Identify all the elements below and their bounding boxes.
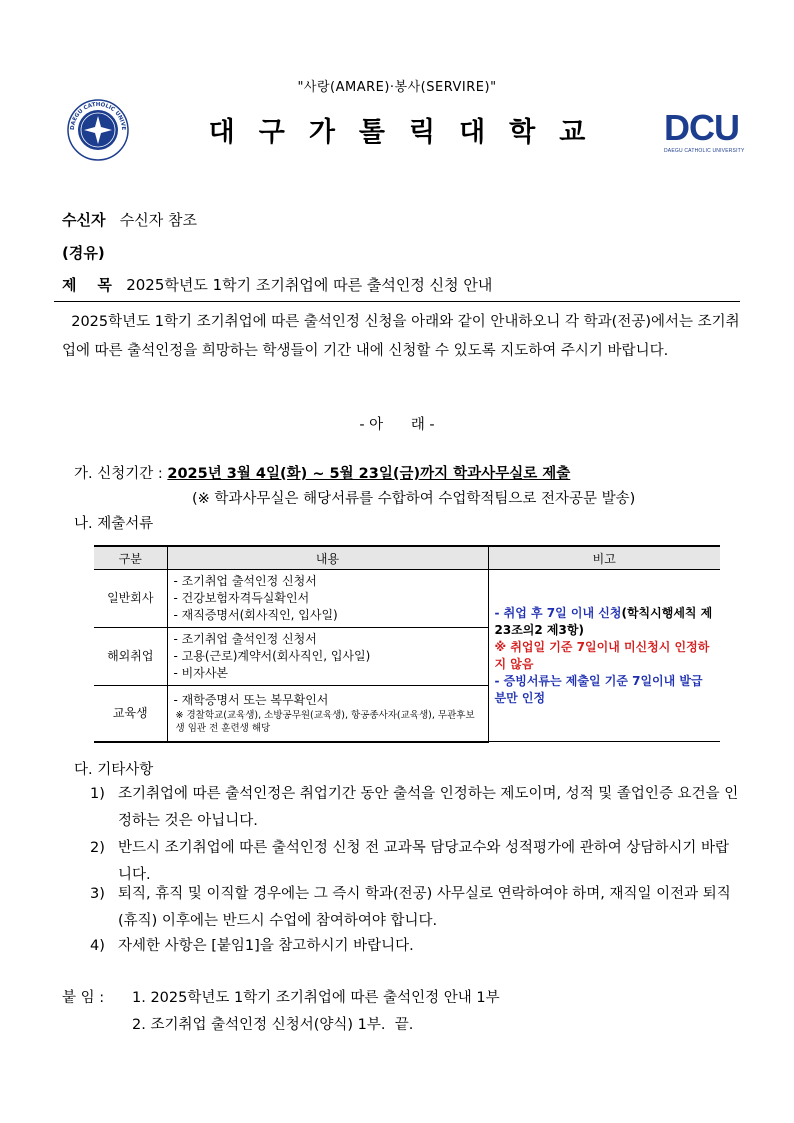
list-item xyxy=(90,933,740,960)
recipient-label: 수신자 xyxy=(62,211,106,229)
remark-apply-deadline: - 취업 후 7일 이내 신청 xyxy=(494,605,622,620)
subject-label: 제 목 xyxy=(62,276,112,294)
row-items xyxy=(167,570,488,628)
table-header-remarks: 비고 xyxy=(488,546,720,570)
header-divider xyxy=(54,301,740,302)
list-item-number: 3) xyxy=(90,886,105,902)
row-item: - 재학증명서 또는 복무확인서 xyxy=(173,692,329,707)
list-item-text: 퇴직, 휴직 및 이직할 경우에는 그 즉시 학과(전공) 사무실로 연락하여야 하며, 재직일 이전과 퇴직(휴직) 이후에는 반드시 수업에 참여하여야 합니다. xyxy=(118,886,731,929)
section-c-label: 다. 기타사항 xyxy=(74,762,154,778)
section-a-label: 가. 신청기간 : xyxy=(74,466,163,482)
list-item-number: 1) xyxy=(90,786,105,802)
recipient-value: 수신자 참조 xyxy=(119,211,198,229)
attachments-label: 붙 임 : xyxy=(62,990,105,1006)
list-item-text: 반드시 조기취업에 따른 출석인정 신청 전 교과목 담당교수와 성적평가에 관하여 상담하시기 바랍니다. xyxy=(118,840,729,883)
subject-value: 2025학년도 1학기 조기취업에 따른 출석인정 신청 안내 xyxy=(126,276,493,294)
section-a xyxy=(74,462,570,486)
table-header-category: 구분 xyxy=(94,546,167,570)
via-label: (경유) xyxy=(62,244,105,262)
row-items xyxy=(167,628,488,686)
section-a-value: 2025년 3월 4일(화) ~ 5월 23일(금)까지 학과사무실로 제출 xyxy=(167,466,571,482)
remark-rule-ref: (학칙시행세칙 제23조의2 제3항) xyxy=(494,605,713,637)
intro-text: 2025학년도 1학기 조기취업에 따른 출석인정 신청을 아래와 같이 안내하오니 각 학과(전공)에서는 조기취업에 따른 출석인정을 희망하는 학생들이 기간 내에 신청할 수 있도록 지도하여 주시기 바랍니다. xyxy=(62,314,740,359)
section-a-note: (※ 학과사무실은 해당서류를 수합하여 수업학적팀으로 전자공문 발송) xyxy=(192,491,636,507)
attachment-item: 2. 조기취업 출석인정 신청서(양식) 1부. 끝. xyxy=(132,1017,414,1033)
university-name: 대구가톨릭대학교 xyxy=(208,117,610,148)
table-header-content: 내용 xyxy=(167,546,488,570)
list-item xyxy=(90,881,740,935)
documents-table xyxy=(94,545,720,743)
row-item: - 비자사본 xyxy=(173,666,229,680)
row-items xyxy=(167,686,488,742)
list-item-text: 자세한 사항은 [붙임1]을 참고하시기 바랍니다. xyxy=(118,938,414,954)
list-item xyxy=(90,781,740,835)
subject-row xyxy=(62,275,492,295)
motto: "사랑(AMARE)·봉사(SERVIRE)" xyxy=(297,80,497,95)
row-category: 해외취업 xyxy=(94,628,167,686)
row-note: ※ 경찰학교(교육생), 소방공무원(교육생), 항공종사자(교육생), 무관후보생 임관 전 훈련생 해당 xyxy=(175,709,475,734)
intro-paragraph xyxy=(62,308,740,366)
table-header-row xyxy=(94,546,720,570)
attachment-item: 1. 2025학년도 1학기 조기취업에 따른 출석인정 안내 1부 xyxy=(132,990,500,1006)
dcu-logo-subtext: DAEGU CATHOLIC UNIVERSITY xyxy=(664,148,745,154)
row-item: - 조기취업 출석인정 신청서 xyxy=(173,574,317,588)
remarks-cell xyxy=(488,570,720,742)
list-item-number: 2) xyxy=(90,840,105,856)
dcu-logo xyxy=(664,107,745,158)
row-item: - 조기취업 출석인정 신청서 xyxy=(173,632,317,646)
remark-warning: ※ 취업일 기준 7일이내 미신청시 인정하지 않음 xyxy=(494,639,710,671)
remark-documents: - 증빙서류는 제출일 기준 7일이내 발급분만 인정 xyxy=(494,673,703,705)
table-row xyxy=(94,570,720,628)
seal-text: DAEGU CATHOLIC UNIVE xyxy=(69,101,127,131)
row-item: - 건강보험자격득실확인서 xyxy=(173,591,310,605)
row-item: - 재직증명서(회사직인, 입사일) xyxy=(173,608,338,622)
center-heading: - 아 래 - xyxy=(359,417,435,433)
list-item-text: 조기취업에 따른 출석인정은 취업기간 동안 출석을 인정하는 제도이며, 성적 및 졸업인증 요건을 인정하는 것은 아닙니다. xyxy=(118,786,739,829)
dcu-logo-text: DCU xyxy=(664,107,739,148)
list-item-number: 4) xyxy=(90,938,105,954)
row-category: 교육생 xyxy=(94,686,167,742)
via-row xyxy=(62,243,105,263)
recipient-row xyxy=(62,210,197,230)
row-item: - 고용(근로)계약서(회사직인, 입사일) xyxy=(173,649,371,663)
section-b-label: 나. 제출서류 xyxy=(74,516,154,532)
row-category: 일반회사 xyxy=(94,570,167,628)
